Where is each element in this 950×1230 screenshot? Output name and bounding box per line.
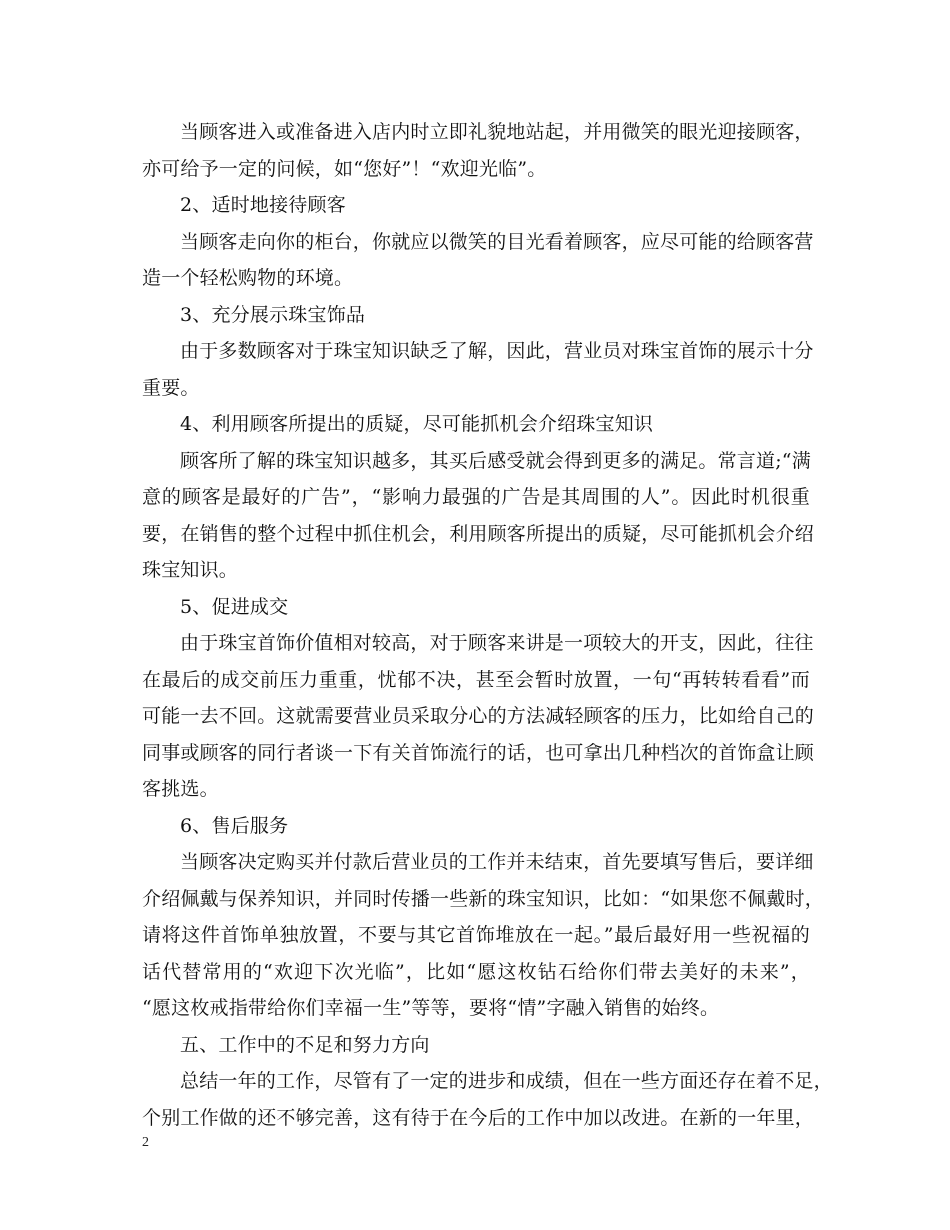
text-line: 由于多数顾客对于珠宝知识缺乏了解，因此，营业员对珠宝首饰的展示十分 [180,340,814,362]
text-line: 可能一去不回。这就需要营业员采取分心的方法减轻顾客的压力，比如给自己的 [142,705,815,727]
text-line: 个别工作做的还不够完善，这有待于在今后的工作中加以改进。在新的一年里， [142,1106,815,1129]
text-line: 造一个轻松购物的环境。 [142,267,354,289]
text-line: 话代替常用的“欢迎下次光临”，比如“愿这枚钻石给你们带去美好的未来”， [142,960,810,983]
text-line: 2、适时地接待顾客 [180,194,346,216]
text-line: 当顾客决定购买并付款后营业员的工作并未结束，首先要填写售后，要详细 [180,851,814,873]
text-line: 亦可给予一定的问候，如“您好”！“欢迎光临”。 [142,157,547,180]
text-line: 4、利用顾客所提出的质疑，尽可能抓机会介绍珠宝知识 [180,413,654,435]
text-line: 请将这件首饰单独放置，不要与其它首饰堆放在一起。”最后最好用一些祝福的 [142,924,810,946]
text-line: 当顾客走向你的柜台，你就应以微笑的目光看着顾客，应尽可能的给顾客营 [180,230,814,253]
text-line: 顾客所了解的珠宝知识越多，其买后感受就会得到更多的满足。常言道;“满 [180,449,811,472]
document-body [142,114,833,1136]
text-line: 6、售后服务 [180,814,289,837]
text-line: 意的顾客是最好的广告”，“影响力最强的广告是其周围的人”。因此时机很重 [142,486,810,508]
text-line: “愿这枚戒指带给你们幸福一生”等等，要将“情”字融入销售的始终。 [142,997,720,1019]
text-line: 五、工作中的不足和努力方向 [180,1033,430,1056]
text-line: 在最后的成交前压力重重，忧郁不决，甚至会暂时放置，一句“再转转看看”而 [142,668,810,691]
text-line: 3、充分展示珠宝饰品 [180,303,366,326]
text-line: 要，在销售的整个过程中抓住机会，利用顾客所提出的质疑，尽可能抓机会介绍 [142,522,815,545]
text-line: 5、促进成交 [180,595,289,618]
text-line: 客挑选。 [142,778,219,800]
text-line: 同事或顾客的同行者谈一下有关首饰流行的话，也可拿出几种档次的首饰盒让顾 [142,741,815,764]
text-line: 总结一年的工作，尽管有了一定的进步和成绩，但在一些方面还存在着不足， [180,1070,833,1092]
text-line: 珠宝知识。 [142,559,239,581]
text-line: 由于珠宝首饰价值相对较高，对于顾客来讲是一项较大的开支，因此，往往 [180,632,814,654]
page-number: 2 [142,1135,149,1150]
text-line: 介绍佩戴与保养知识，并同时传播一些新的珠宝知识，比如：“如果您不佩戴时， [142,887,824,910]
text-line: 重要。 [142,376,200,399]
text-line: 当顾客进入或准备进入店内时立即礼貌地站起，并用微笑的眼光迎接顾客， [180,121,814,143]
